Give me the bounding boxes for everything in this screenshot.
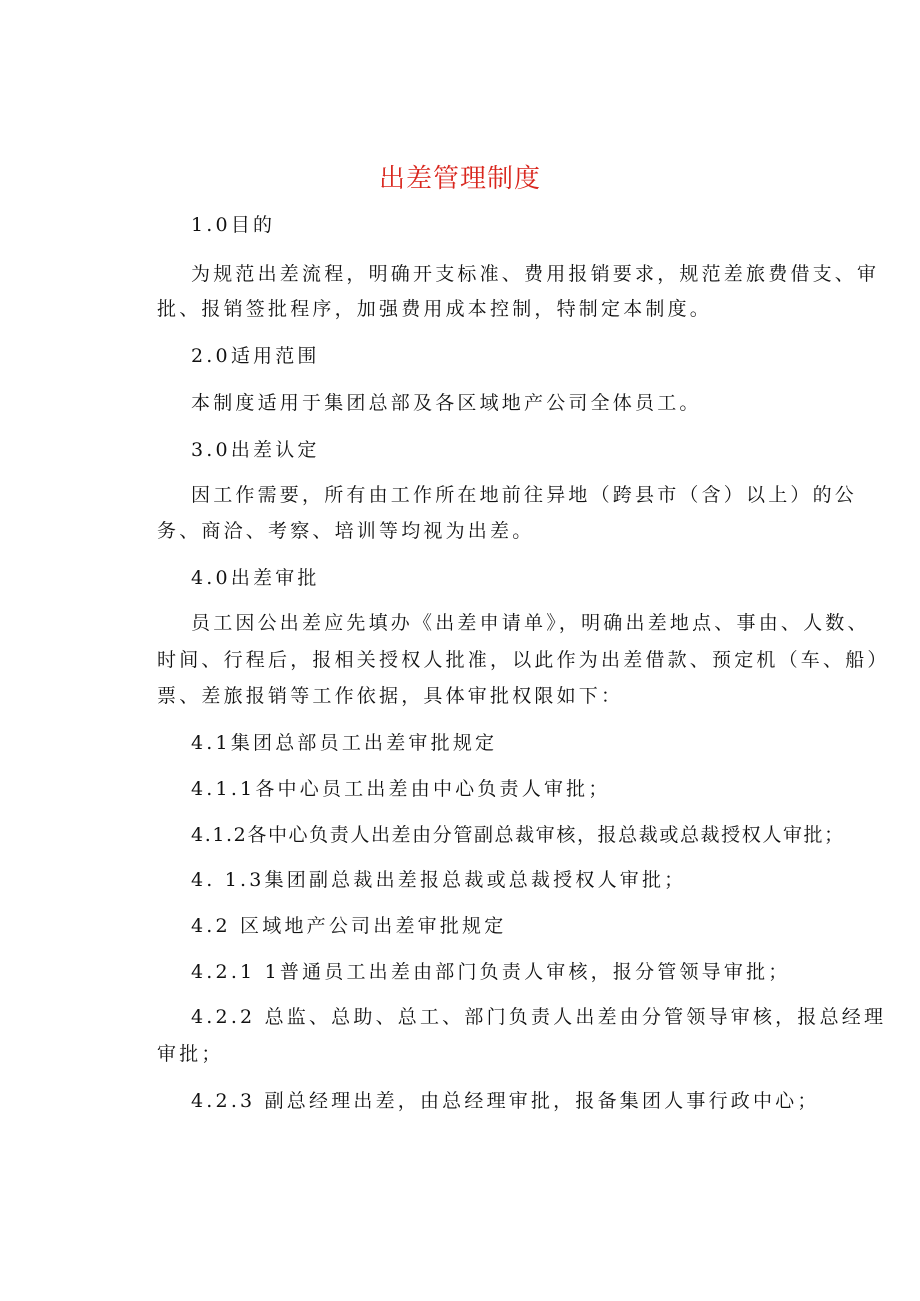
paragraph-line: 为规范出差流程，明确开支标准、费用报销要求，规范差旅费借支、审 — [191, 263, 880, 285]
clause-line: 4.2.2 总监、总助、总工、部门负责人出差由分管领导审核，报总经理 — [191, 1006, 887, 1028]
clause-line: 4.1.1各中心员工出差由中心负责人审批； — [191, 778, 611, 800]
paragraph-line: 时间、行程后，报相关授权人批准，以此作为出差借款、预定机（车、船） — [157, 649, 890, 671]
section-heading-approval: 4.0出差审批 — [191, 567, 320, 589]
paragraph-line: 本制度适用于集团总部及各区域地产公司全体员工。 — [191, 392, 702, 414]
section-heading-scope: 2.0适用范围 — [191, 345, 320, 367]
paragraph-line: 因工作需要，所有由工作所在地前往异地（跨县市（含）以上）的公 — [191, 484, 858, 506]
clause-line: 4.2.3 副总经理出差，由总经理审批，报备集团人事行政中心； — [191, 1090, 820, 1112]
clause-line: 4.1.2各中心负责人出差由分管副总裁审核，报总裁或总裁授权人审批； — [191, 824, 845, 846]
paragraph-line: 批、报销签批程序，加强费用成本控制，特制定本制度。 — [157, 298, 713, 320]
clause-line: 4.2.1 1普通员工出差由部门负责人审核，报分管领导审批； — [191, 961, 791, 983]
paragraph-line: 务、商洽、考察、培训等均视为出差。 — [157, 520, 535, 542]
subsection-heading: 4.2 区域地产公司出差审批规定 — [191, 915, 507, 937]
subsection-heading: 4.1集团总部员工出差审批规定 — [191, 732, 498, 754]
section-heading-definition: 3.0出差认定 — [191, 439, 320, 461]
document-title: 出差管理制度 — [378, 164, 541, 194]
clause-line: 审批； — [157, 1043, 224, 1065]
clause-line: 4. 1.3集团副总裁出差报总裁或总裁授权人审批； — [191, 869, 687, 891]
section-heading-purpose: 1.0目的 — [191, 214, 276, 236]
paragraph-line: 员工因公出差应先填办《出差申请单》，明确出差地点、事由、人数、 — [191, 612, 870, 634]
paragraph-line: 票、差旅报销等工作依据，具体审批权限如下： — [157, 685, 624, 707]
